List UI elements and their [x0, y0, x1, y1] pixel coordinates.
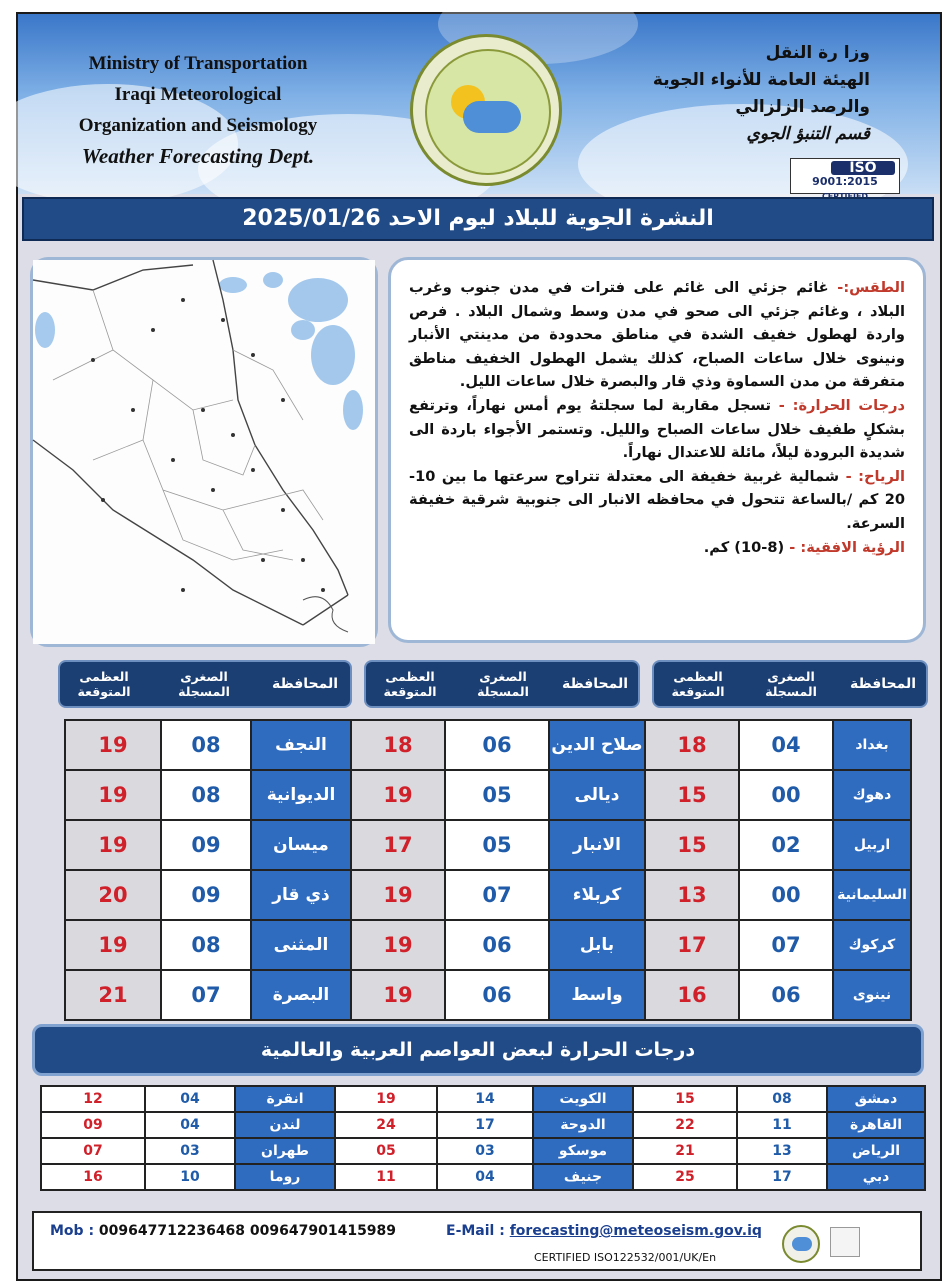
arabic-title-line3: والرصد الزلزالي — [735, 97, 870, 117]
min-temp-cell: 09 — [161, 820, 251, 870]
email-block — [446, 1223, 762, 1239]
table-row — [65, 970, 911, 1020]
map-graphic — [33, 260, 375, 644]
table-header-group-1 — [652, 660, 928, 708]
governorate-name-cell: الانبار — [549, 820, 645, 870]
iso-badge — [790, 158, 900, 194]
visibility-label: الرؤية الافقية: - — [789, 538, 905, 556]
table-header-group-2 — [364, 660, 640, 708]
capital-max-cell: 22 — [633, 1112, 737, 1138]
temperature-label: درجات الحرارة: - — [778, 396, 905, 414]
table-header-group-3 — [58, 660, 352, 708]
capital-min-cell: 04 — [145, 1086, 235, 1112]
capital-name-cell: القاهرة — [827, 1112, 925, 1138]
max-temp-cell: 19 — [65, 770, 161, 820]
english-title-line2: Iraqi Meteorological — [114, 84, 282, 105]
capital-min-cell: 11 — [737, 1112, 827, 1138]
capital-min-cell: 14 — [437, 1086, 533, 1112]
governorate-name-cell: البصرة — [251, 970, 351, 1020]
visibility-text: (8-10) كم. — [703, 538, 790, 556]
max-temp-cell: 15 — [645, 820, 739, 870]
governorate-name-cell: صلاح الدين — [549, 720, 645, 770]
min-temp-cell: 07 — [739, 920, 833, 970]
max-temp-cell: 18 — [645, 720, 739, 770]
capital-name-cell: موسكو — [533, 1138, 633, 1164]
wind-paragraph — [409, 465, 905, 536]
forecast-text-panel — [388, 257, 926, 643]
header-min: الصغرى المسجلة — [765, 669, 817, 699]
header-governorate: المحافظة — [561, 675, 629, 692]
max-temp-cell: 21 — [65, 970, 161, 1020]
capital-min-cell: 10 — [145, 1164, 235, 1190]
capital-max-cell: 25 — [633, 1164, 737, 1190]
iso-label: ISO — [831, 161, 895, 175]
arabic-title-line2: الهيئة العامة للأنواء الجوية — [652, 70, 870, 90]
governorate-name-cell: ديالى — [549, 770, 645, 820]
temperature-text: تسجل مقاربة لما سجلتهُ يوم أمس نهاراً، وترتفع بشكلٍ طفيف خلال ساعات الصباح والليل. وتستمر الأجواء باردة الى شديدة البرودة ليلاً، مائلة للاعتدال نهاراً. — [409, 396, 905, 462]
min-temp-cell: 06 — [445, 920, 549, 970]
english-title-line3: Organization and Seismology — [78, 115, 318, 136]
table-row — [41, 1138, 925, 1164]
governorate-name-cell: السليمانية — [833, 870, 911, 920]
email-label: E-Mail : — [446, 1223, 505, 1239]
min-temp-cell: 09 — [161, 870, 251, 920]
arabic-org-title — [610, 40, 870, 148]
header-max: العظمى المتوقعة — [77, 669, 131, 699]
footer-emblem-icon — [830, 1227, 860, 1257]
min-temp-cell: 02 — [739, 820, 833, 870]
capital-min-cell: 04 — [437, 1164, 533, 1190]
header-banner — [18, 14, 940, 194]
capital-name-cell: انقرة — [235, 1086, 335, 1112]
min-temp-cell: 07 — [445, 870, 549, 920]
min-temp-cell: 04 — [739, 720, 833, 770]
bulletin-page — [16, 12, 942, 1281]
arabic-title-line4: قسم التنبؤ الجوي — [746, 124, 870, 144]
capital-max-cell: 16 — [41, 1164, 145, 1190]
capital-min-cell: 13 — [737, 1138, 827, 1164]
capital-min-cell: 03 — [437, 1138, 533, 1164]
weather-text: غائم جزئي الى غائم على فترات في مدن جنوب وغرب البلاد ، وغائم جزئي الى صحو في مدن وسط وشمال البلاد . فرص واردة لهطول خفيف الشدة في مناطق محدودة من مدينتي الأنبار ونينوى خلال ساعات الصباح، كذلك يشمل الهطول الخفيف مناطق متفرقة من مدن السماوة وذي قار والبصرة خلال ساعات الليل. — [409, 279, 905, 391]
max-temp-cell: 19 — [351, 770, 445, 820]
english-title-line4: Weather Forecasting Dept. — [81, 144, 315, 168]
certification-text: CERTIFIED ISO122532/001/UK/En — [534, 1251, 717, 1264]
capital-min-cell: 08 — [737, 1086, 827, 1112]
capital-max-cell: 21 — [633, 1138, 737, 1164]
capital-name-cell: روما — [235, 1164, 335, 1190]
min-temp-cell: 05 — [445, 770, 549, 820]
governorate-name-cell: نينوى — [833, 970, 911, 1020]
capital-max-cell: 09 — [41, 1112, 145, 1138]
arabic-title-line1: وزا رة النقل — [765, 43, 870, 63]
table-row — [65, 920, 911, 970]
capital-name-cell: دبي — [827, 1164, 925, 1190]
capital-max-cell: 15 — [633, 1086, 737, 1112]
header-min: الصغرى المسجلة — [477, 669, 529, 699]
max-temp-cell: 15 — [645, 770, 739, 820]
max-temp-cell: 19 — [351, 920, 445, 970]
table-row — [65, 720, 911, 770]
english-title-line1: Ministry of Transportation — [88, 53, 308, 74]
capital-min-cell: 17 — [437, 1112, 533, 1138]
governorate-name-cell: بابل — [549, 920, 645, 970]
header-governorate: المحافظة — [849, 675, 917, 692]
governorate-name-cell: كربلاء — [549, 870, 645, 920]
visibility-paragraph — [409, 536, 905, 560]
weather-label: الطقس:- — [837, 279, 905, 296]
table-row — [41, 1112, 925, 1138]
table-row — [65, 820, 911, 870]
capital-name-cell: طهران — [235, 1138, 335, 1164]
capital-min-cell: 17 — [737, 1164, 827, 1190]
capital-max-cell: 11 — [335, 1164, 437, 1190]
max-temp-cell: 17 — [645, 920, 739, 970]
temperature-paragraph — [409, 394, 905, 465]
governorates-table — [64, 719, 912, 1021]
min-temp-cell: 06 — [739, 970, 833, 1020]
governorate-name-cell: بغداد — [833, 720, 911, 770]
max-temp-cell: 19 — [351, 870, 445, 920]
max-temp-cell: 19 — [351, 970, 445, 1020]
governorate-name-cell: النجف — [251, 720, 351, 770]
header-min: الصغرى المسجلة — [178, 669, 230, 699]
english-org-title — [48, 48, 348, 172]
governorate-name-cell: الديوانية — [251, 770, 351, 820]
header-max: العظمى المتوقعة — [383, 669, 437, 699]
iso-number: 9001:2015 — [812, 175, 878, 188]
min-temp-cell: 00 — [739, 870, 833, 920]
governorate-name-cell: واسط — [549, 970, 645, 1020]
iraq-weather-map — [30, 257, 378, 647]
min-temp-cell: 06 — [445, 970, 549, 1020]
wind-label: الرياح: - — [845, 467, 905, 485]
capital-name-cell: الكويت — [533, 1086, 633, 1112]
capital-name-cell: الرياض — [827, 1138, 925, 1164]
bulletin-title: النشرة الجوية للبلاد ليوم الاحد 2025/01/26 — [22, 197, 934, 241]
capitals-title: درجات الحرارة لبعض العواصم العربية والعالمية — [32, 1024, 924, 1076]
capital-min-cell: 03 — [145, 1138, 235, 1164]
mobile-numbers — [50, 1223, 396, 1239]
governorate-name-cell: ميسان — [251, 820, 351, 870]
capital-name-cell: الدوحة — [533, 1112, 633, 1138]
table-row — [65, 770, 911, 820]
max-temp-cell: 13 — [645, 870, 739, 920]
wind-text: شمالية غربية خفيفة الى معتدلة تتراوح سرعتها ما بين 10-20 كم /بالساعة تتحول في محافظه الانبار الى جنوبية شرقية خفيفة السرعة. — [409, 467, 905, 532]
capital-max-cell: 19 — [335, 1086, 437, 1112]
footer-seal-icon — [866, 1229, 916, 1253]
capital-name-cell: لندن — [235, 1112, 335, 1138]
governorate-name-cell: كركوك — [833, 920, 911, 970]
min-temp-cell: 08 — [161, 770, 251, 820]
footer-contact — [32, 1211, 922, 1271]
max-temp-cell: 18 — [351, 720, 445, 770]
max-temp-cell: 19 — [65, 920, 161, 970]
weather-paragraph — [409, 276, 905, 394]
governorate-name-cell: ذي قار — [251, 870, 351, 920]
capital-max-cell: 07 — [41, 1138, 145, 1164]
mobile-label: Mob : — [50, 1223, 95, 1239]
capital-name-cell: جنيف — [533, 1164, 633, 1190]
max-temp-cell: 16 — [645, 970, 739, 1020]
governorate-name-cell: دهوك — [833, 770, 911, 820]
table-row — [41, 1086, 925, 1112]
capitals-table — [40, 1085, 926, 1191]
header-max: العظمى المتوقعة — [671, 669, 725, 699]
governorate-name-cell: اربيل — [833, 820, 911, 870]
capital-max-cell: 24 — [335, 1112, 437, 1138]
min-temp-cell: 05 — [445, 820, 549, 870]
min-temp-cell: 08 — [161, 920, 251, 970]
table-row — [41, 1164, 925, 1190]
organization-logo-icon — [410, 34, 562, 186]
header-governorate: المحافظة — [271, 675, 339, 692]
capital-name-cell: دمشق — [827, 1086, 925, 1112]
max-temp-cell: 19 — [65, 720, 161, 770]
table-row — [65, 870, 911, 920]
governorate-name-cell: المثنى — [251, 920, 351, 970]
max-temp-cell: 17 — [351, 820, 445, 870]
footer-org-logo-icon — [782, 1225, 820, 1263]
capital-max-cell: 12 — [41, 1086, 145, 1112]
capital-max-cell: 05 — [335, 1138, 437, 1164]
min-temp-cell: 07 — [161, 970, 251, 1020]
max-temp-cell: 20 — [65, 870, 161, 920]
min-temp-cell: 08 — [161, 720, 251, 770]
max-temp-cell: 19 — [65, 820, 161, 870]
capital-min-cell: 04 — [145, 1112, 235, 1138]
min-temp-cell: 00 — [739, 770, 833, 820]
min-temp-cell: 06 — [445, 720, 549, 770]
mobile-numbers-text: 009647712236468 009647901415989 — [98, 1223, 397, 1239]
email-link[interactable]: forecasting@meteoseism.gov.iq — [509, 1223, 762, 1239]
